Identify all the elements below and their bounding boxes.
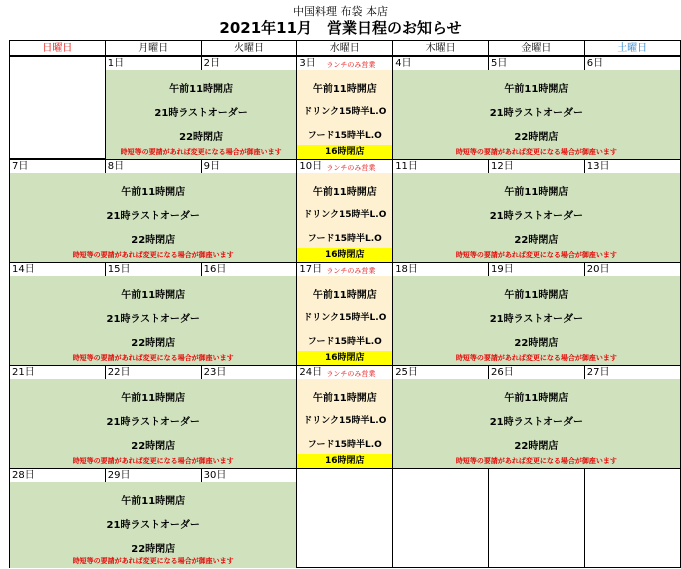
hours-line: 午前11時開店 <box>312 290 377 301</box>
day-number: 26日 <box>491 367 514 378</box>
hours-line: 午前11時開店 <box>169 84 234 95</box>
lunch-hours-block <box>297 70 392 159</box>
hours-line: 22時閉店 <box>131 338 176 349</box>
day-number: 23日 <box>203 367 227 378</box>
open-hours-block <box>10 379 296 468</box>
hours-line: 22時閉店 <box>514 235 559 246</box>
restaurant-name: 中国料理 布袋 本店 <box>293 5 388 18</box>
day-number: 24日 <box>299 367 323 378</box>
day-number: 15日 <box>107 264 131 275</box>
change-notice: 時短等の要請があれば変更になる場合が御座います <box>455 148 617 156</box>
weekday-header: 水曜日 <box>296 40 393 56</box>
open-hours-block <box>393 173 679 262</box>
closing-time-highlight: 16時閉店 <box>297 248 392 262</box>
open-hours-block <box>10 173 296 262</box>
hours-line: フード15時半L.O <box>307 131 382 141</box>
hours-line: 22時閉店 <box>131 235 176 246</box>
day-number: 19日 <box>491 264 514 275</box>
open-hours-block <box>10 482 296 568</box>
hours-line: 午前11時開店 <box>312 84 377 95</box>
weekday-header: 木曜日 <box>392 40 489 56</box>
hours-line: 午前11時開店 <box>121 393 186 404</box>
day-cell <box>392 468 489 568</box>
weekday-header: 金曜日 <box>488 40 585 56</box>
weekday-header: 土曜日 <box>584 40 681 56</box>
open-hours-block <box>393 70 679 159</box>
day-number: 12日 <box>491 161 514 172</box>
day-number: 3日 <box>299 58 316 69</box>
hours-line: 午前11時開店 <box>504 187 569 198</box>
day-number: 6日 <box>586 58 604 69</box>
lunch-only-tag: ランチのみ営業 <box>326 61 376 69</box>
change-notice: 時短等の要請があれば変更になる場合が御座います <box>72 557 234 565</box>
day-number: 13日 <box>586 161 610 172</box>
hours-line: 午前11時開店 <box>121 496 186 507</box>
day-number: 1日 <box>107 58 125 69</box>
day-number: 16日 <box>203 264 227 275</box>
hours-line: 21時ラストオーダー <box>489 314 584 325</box>
day-number: 27日 <box>586 367 610 378</box>
day-number: 29日 <box>107 470 131 481</box>
hours-line: フード15時半L.O <box>307 440 382 450</box>
hours-line: 21時ラストオーダー <box>489 417 584 428</box>
weekday-header: 火曜日 <box>201 40 298 56</box>
day-cell <box>584 468 681 568</box>
hours-line: 21時ラストオーダー <box>154 108 248 119</box>
open-hours-block <box>393 276 679 365</box>
hours-line: 22時閉店 <box>514 441 559 452</box>
day-number: 11日 <box>395 161 418 172</box>
change-notice: 時短等の要請があれば変更になる場合が御座います <box>72 354 234 362</box>
weekday-header: 日曜日 <box>9 40 106 56</box>
hours-line: 21時ラストオーダー <box>106 211 200 222</box>
lunch-hours-block <box>297 173 392 262</box>
calendar <box>9 40 680 567</box>
hours-line: フード15時半L.O <box>307 337 382 347</box>
hours-line: 22時閉店 <box>514 132 559 143</box>
hours-line: 21時ラストオーダー <box>489 108 584 119</box>
closing-time-highlight: 16時閉店 <box>297 351 392 365</box>
day-number: 21日 <box>12 367 35 378</box>
day-number: 28日 <box>12 470 35 481</box>
day-number: 9日 <box>203 161 220 172</box>
lunch-only-tag: ランチのみ営業 <box>326 370 376 378</box>
open-hours-block <box>393 379 679 468</box>
change-notice: 時短等の要請があれば変更になる場合が御座います <box>72 251 234 259</box>
hours-line: 午前11時開店 <box>504 290 569 301</box>
lunch-only-tag: ランチのみ営業 <box>326 267 376 275</box>
hours-line: 午前11時開店 <box>312 393 377 404</box>
hours-line: 午前11時開店 <box>504 84 569 95</box>
day-number: 8日 <box>107 161 125 172</box>
day-number: 17日 <box>299 264 323 275</box>
hours-line: ドリンク15時半L.O <box>303 107 387 117</box>
day-number: 20日 <box>586 264 610 275</box>
day-number: 7日 <box>12 161 29 172</box>
hours-line: 午前11時開店 <box>121 290 186 301</box>
hours-line: 午前11時開店 <box>121 187 186 198</box>
change-notice: 時短等の要請があれば変更になる場合が御座います <box>455 354 617 362</box>
day-number: 4日 <box>395 58 412 69</box>
lunch-only-tag: ランチのみ営業 <box>326 164 376 172</box>
day-cell <box>9 56 106 159</box>
day-number: 30日 <box>203 470 227 481</box>
change-notice: 時短等の要請があれば変更になる場合が御座います <box>455 457 617 465</box>
hours-line: 22時閉店 <box>131 441 176 452</box>
weekday-header: 月曜日 <box>105 40 202 56</box>
day-number: 22日 <box>107 367 131 378</box>
day-number: 25日 <box>395 367 418 378</box>
hours-line: 21時ラストオーダー <box>106 314 200 325</box>
change-notice: 時短等の要請があれば変更になる場合が御座います <box>72 457 234 465</box>
hours-line: 22時閉店 <box>131 544 176 555</box>
closing-time-highlight: 16時閉店 <box>297 454 392 468</box>
day-number: 18日 <box>395 264 418 275</box>
hours-line: 21時ラストオーダー <box>106 520 200 531</box>
hours-line: 21時ラストオーダー <box>489 211 584 222</box>
hours-line: 午前11時開店 <box>312 187 377 198</box>
day-number: 14日 <box>12 264 35 275</box>
day-number: 2日 <box>203 58 220 69</box>
hours-line: 22時閉店 <box>514 338 559 349</box>
day-cell <box>296 468 393 568</box>
closing-time-highlight: 16時閉店 <box>297 145 392 159</box>
page-header <box>0 0 681 40</box>
change-notice: 時短等の要請があれば変更になる場合が御座います <box>455 251 617 259</box>
day-cell <box>488 468 585 568</box>
change-notice: 時短等の要請があれば変更になる場合が御座います <box>120 148 282 156</box>
hours-line: 午前11時開店 <box>504 393 569 404</box>
open-hours-block <box>106 70 297 159</box>
lunch-hours-block <box>297 276 392 365</box>
hours-line: 21時ラストオーダー <box>106 417 200 428</box>
hours-line: 22時閉店 <box>179 132 224 143</box>
hours-line: フード15時半L.O <box>307 234 382 244</box>
hours-line: ドリンク15時半L.O <box>303 416 387 426</box>
day-number: 5日 <box>491 58 508 69</box>
open-hours-block <box>10 276 296 365</box>
day-number: 10日 <box>299 161 323 172</box>
hours-line: ドリンク15時半L.O <box>303 210 387 220</box>
lunch-hours-block <box>297 379 392 468</box>
page-title: 2021年11月 営業日程のお知らせ <box>219 19 462 37</box>
hours-line: ドリンク15時半L.O <box>303 313 387 323</box>
